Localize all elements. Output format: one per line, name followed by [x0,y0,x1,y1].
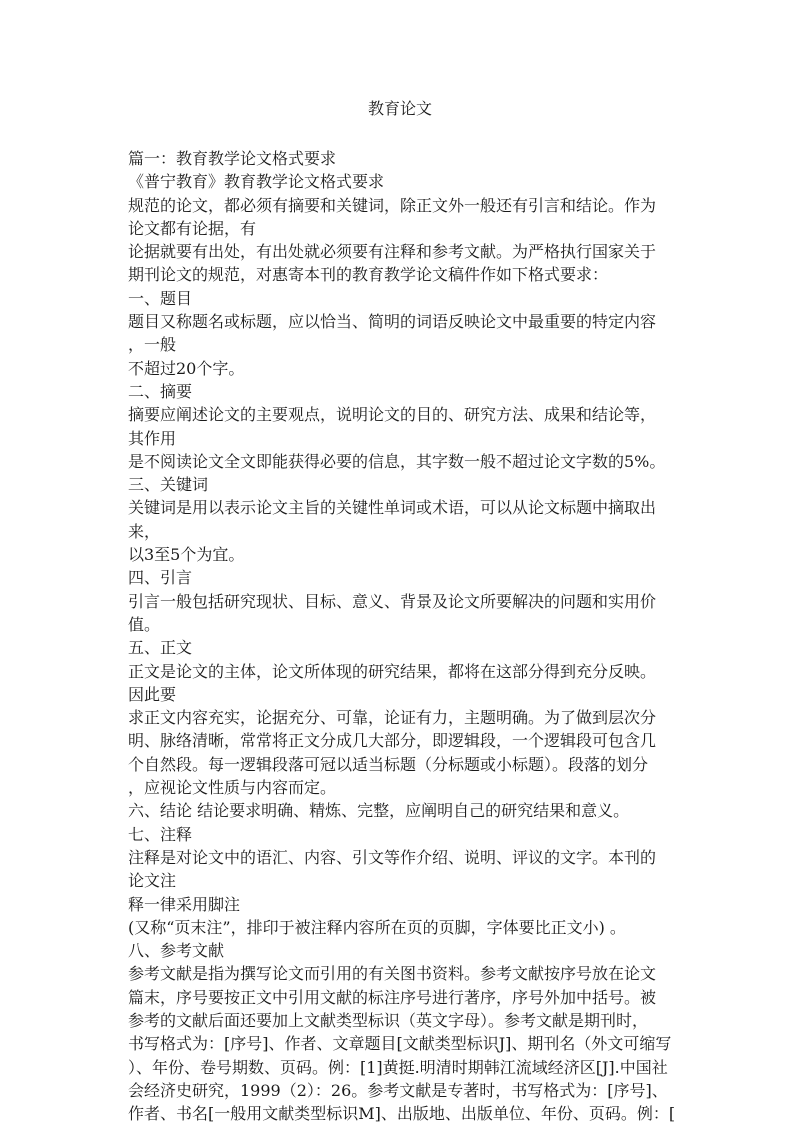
text-line: 会经济史研究，1999（2）：26。参考文献是专著时，书写格式为：[序号]、 [128,1080,668,1100]
text-line: 论据就要有出处，有出处就必须要有注释和参考文献。为严格执行国家关于 [128,242,657,262]
text-line: 明、脉络清晰，常常将正文分成几大部分，即逻辑段，一个逻辑段可包含几 [128,731,657,751]
text-line: 正文是论文的主体，论文所体现的研究结果，都将在这部分得到充分反映。 [128,661,657,681]
text-line: 三、关键词 [128,475,209,495]
document-title: 教育论文 [367,99,432,118]
text-line: 八、参考文献 [128,941,225,961]
text-line: 论文都有论据，有 [128,218,257,238]
text-line: 参考的文献后面还要加上文献类型标识（英文字母）。参考文献是期刊时， [128,1010,649,1030]
text-line: (又称“页末注”，排印于被注释内容所在页的页脚，字体要比正文小) 。 [128,917,626,937]
text-line: 期刊论文的规范，对惠寄本刊的教育教学论文稿件作如下格式要求： [128,265,609,285]
text-line: 论文注 [128,871,177,891]
text-line: 是不阅读论文全文即能获得必要的信息，其字数一般不超过论文字数的5%。 [128,451,666,471]
text-line: 六、结论 结论要求明确、精炼、完整，应阐明自己的研究结果和意义。 [128,801,630,821]
text-line: 关键词是用以表示论文主旨的关键性单词或术语，可以从论文标题中摘取出 [128,498,657,518]
text-line: 七、注释 [128,824,193,844]
text-line: 摘要应阐述论文的主要观点，说明论文的目的、研究方法、成果和结论等， [128,405,657,425]
text-line: ）、年份、卷号期数、页码。例：[1]黄挺.明清时期韩江流域经济区[J].中国社 [128,1057,668,1077]
text-line: 来， [128,521,161,541]
text-line: 引言一般包括研究现状、目标、意义、背景及论文所要解决的问题和实用价 [128,591,657,611]
text-line: 规范的论文，都必须有摘要和关键词，除正文外一般还有引言和结论。作为 [128,195,657,215]
text-line: 因此要 [128,684,177,704]
text-line: 篇末，序号要按正文中引用文献的标注序号进行著序，序号外加中括号。被 [128,987,657,1007]
text-line: 一、题目 [128,288,193,308]
text-line: ，应视论文性质与内容而定。 [128,778,337,798]
document-body [128,147,688,1125]
text-line: 题目又称题名或标题，应以恰当、简明的词语反映论文中最重要的特定内容 [128,312,657,332]
text-line: 参考文献是指为撰写论文而引用的有关图书资料。参考文献按序号放在论文 [128,964,657,984]
text-line: 五、正文 [128,638,193,658]
text-line: 注释是对论文中的语汇、内容、引文等作介绍、说明、评议的文字。本刊的 [128,847,657,867]
text-line: 书写格式为：[序号]、作者、文章题目[文献类型标识J]、期刊名（外文可缩写 [128,1034,672,1054]
text-line: 作者、书名[一般用文献类型标识M]、出版地、出版单位、年份、页码。例：[ [128,1104,676,1124]
text-line: 篇一：教育教学论文格式要求 [128,149,337,168]
text-line: 四、引言 [128,568,193,588]
text-line: 值。 [128,614,161,634]
text-line: 以3至5个为宜。 [128,545,245,565]
text-line: 其作用 [128,428,177,448]
text-line: 不超过20个字。 [128,358,245,378]
text-line: 《普宁教育》教育教学论文格式要求 [128,172,385,192]
text-line: 个自然段。每一逻辑段落可冠以适当标题（分标题或小标题）。段落的划分 [128,754,649,774]
text-line: ，一般 [128,335,177,355]
text-line: 求正文内容充实，论据充分、可靠，论证有力，主题明确。为了做到层次分 [128,708,657,728]
text-line: 二、摘要 [128,381,193,401]
text-line: 释一律采用脚注 [128,894,241,914]
